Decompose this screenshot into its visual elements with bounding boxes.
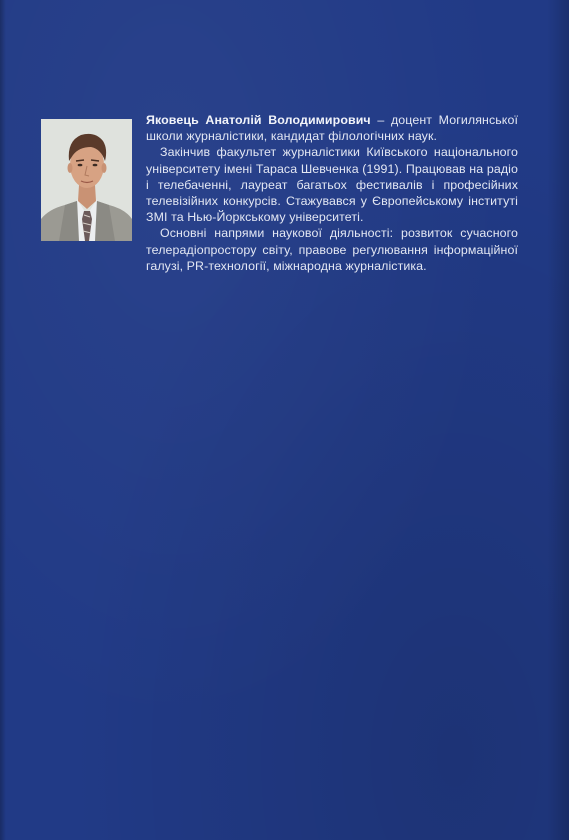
spine-shadow — [547, 0, 569, 840]
author-bio — [146, 112, 518, 274]
cover-edge-shadow — [0, 0, 6, 840]
author-portrait-illustration — [41, 119, 132, 241]
bio-paragraph-education: Закінчив факультет журналістики Київського національного університету імені Тараса Шевченка (1991). Працював на радіо і телебаченні, лауреат багатьох фестивалів і професійних телевізійних конкурсів. Стажувався у Європейському інституті ЗМІ та Нью-Йоркському університеті. — [146, 145, 518, 225]
author-name: Яковець Анатолій Володимирович — [146, 113, 371, 127]
bio-paragraph-research: Основні напрями наукової діяльності: розвиток сучасного телерадіопростору світу, правове регулювання інформаційної галузі, PR-технології, міжнародна журналістика. — [146, 226, 518, 273]
author-photo — [41, 119, 132, 241]
author-intro: – доцент Могилянської школи журналістики, кандидат філологічних наук. — [146, 113, 518, 144]
author-intro-paragraph — [146, 112, 518, 144]
